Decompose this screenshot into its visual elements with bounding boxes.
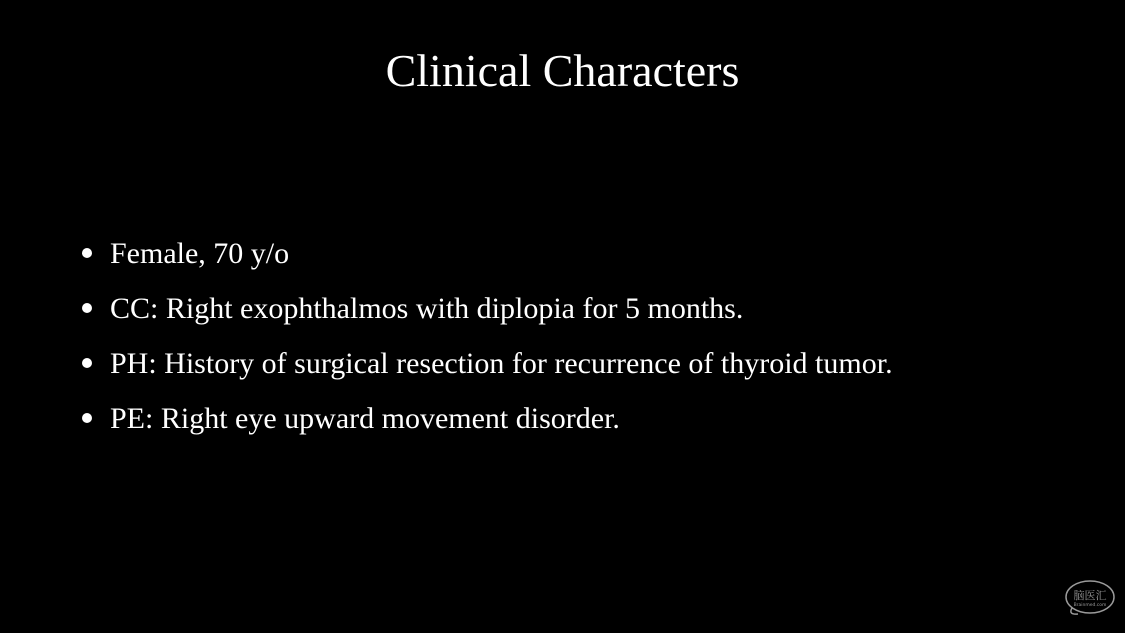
watermark-subtext: Brainmed.com (1073, 603, 1107, 608)
bullet-item-past-history (80, 339, 1080, 394)
bullet-text: PE: Right eye upward movement disorder. (110, 402, 620, 435)
bullet-list (80, 229, 1080, 449)
bullet-point-icon (82, 303, 92, 313)
watermark-text: 脑医汇 (1073, 589, 1107, 602)
slide-title: Clinical Characters (385, 45, 740, 96)
bullet-item-chief-complaint (80, 284, 1080, 339)
bullet-point-icon (82, 413, 92, 423)
watermark-logo-icon (1064, 578, 1116, 618)
bullet-item-physical-exam (80, 394, 1080, 449)
bullet-point-icon (82, 248, 92, 258)
bullet-item-demographics (80, 229, 1080, 284)
bullet-text: PH: History of surgical resection for recurrence of thyroid tumor. (110, 347, 893, 380)
bullet-text: CC: Right exophthalmos with diplopia for 5 months. (110, 292, 744, 325)
bullet-text: Female, 70 y/o (110, 237, 290, 270)
bullet-point-icon (82, 358, 92, 368)
